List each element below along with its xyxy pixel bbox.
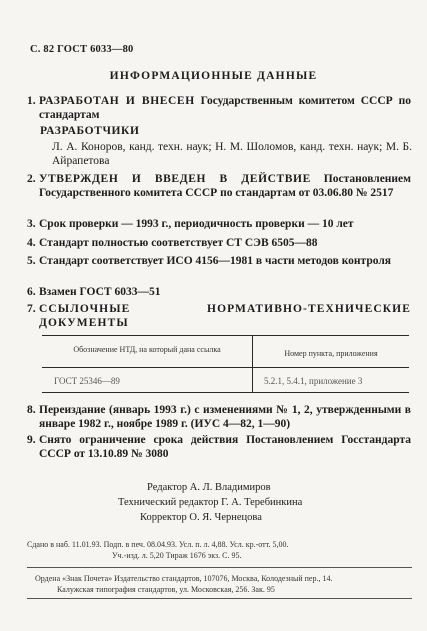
table-cell: ГОСТ 25346—89 (54, 376, 120, 386)
imprint-line: Сдано в наб. 11.01.93. Подп. в печ. 08.04.93. Усл. п. л. 4,88. Усл. кр.-отт. 5,00. (27, 540, 289, 549)
publisher-line: Ордена «Знак Почета» Издательство стандартов, 107076, Москва, Колодезный пер., 14. (35, 574, 333, 583)
imprint-rule (27, 567, 412, 568)
section-title: ИНФОРМАЦИОННЫЕ ДАННЫЕ (109, 70, 318, 82)
table-divider (252, 336, 253, 392)
item-number: 3. (27, 218, 36, 230)
item-number: 4. (27, 237, 36, 249)
editor-credit: Редактор А. Л. Владимиров (147, 482, 271, 493)
list-item-5 (27, 254, 411, 268)
item-text: Постановлением Государственного комитета СССР по стандартам от 03.06.80 № 2517 (39, 173, 411, 199)
item-text: ССЫЛОЧНЫЕ НОРМАТИВНО-ТЕХНИЧЕСКИЕ ДОКУМЕНТЫ (39, 303, 411, 329)
list-item-8 (27, 403, 411, 431)
imprint-rule (27, 598, 412, 599)
item-text: Государственным комитетом СССР по стандартам (39, 95, 411, 121)
item-text: Стандарт соответствует ИСО 4156—1981 в части методов контроля (39, 255, 392, 267)
list-item-6 (27, 285, 411, 299)
item-number: 5. (27, 255, 36, 267)
running-head: С. 82 ГОСТ 6033—80 (30, 44, 134, 55)
item-number: 2. (27, 173, 36, 185)
table-divider (42, 367, 409, 368)
item-lead: УТВЕРЖДЕН И ВВЕДЕН В ДЕЙСТВИЕ (39, 173, 311, 185)
item-text: Срок проверки — 1993 г., периодичность проверки — 10 лет (39, 218, 354, 230)
list-item-4 (27, 236, 411, 250)
developers-heading: РАЗРАБОТЧИКИ (40, 125, 140, 137)
item-text: Стандарт полностью соответствует СТ СЭВ 6505—88 (39, 237, 318, 249)
item-number: 8. (27, 404, 36, 416)
item-lead: РАЗРАБОТАН И ВНЕСЕН (39, 95, 195, 107)
list-item-3 (27, 217, 411, 231)
list-item-7 (27, 302, 411, 330)
item-number: 6. (27, 286, 36, 298)
reference-table (42, 335, 409, 393)
tech-editor-credit: Технический редактор Г. А. Теребинкина (118, 497, 303, 508)
imprint-line: Уч.-изд. л. 5,20 Тираж 1676 экз. С. 95. (112, 551, 242, 560)
item-number: 9. (27, 434, 36, 446)
table-header-cell: Номер пункта, приложения (284, 349, 378, 358)
developers-list: Л. А. Коноров, канд. техн. наук; Н. М. Шоломов, канд. техн. наук; М. Б. Айрапетова (52, 141, 412, 167)
item-text: Снято ограничение срока действия Постановлением Госстандарта СССР от 13.10.89 № 3080 (39, 434, 411, 460)
item-text: Переиздание (январь 1993 г.) с изменениями № 1, 2, утвержденными в январе 1982 г., ноябре 1989 г. (ИУС 4—82, 1—90) (39, 404, 411, 430)
list-item-9 (27, 433, 411, 461)
list-item-2 (27, 172, 411, 200)
item-text: Взамен ГОСТ 6033—51 (39, 286, 161, 298)
list-item-1 (27, 94, 411, 122)
table-cell: 5.2.1, 5.4.1, приложение 3 (264, 376, 363, 386)
table-header-cell: Обозначение НТД, на который дана ссылка (73, 345, 221, 354)
printer-line: Калужская типография стандартов, ул. Московская, 256. Зак. 95 (57, 585, 275, 594)
corrector-credit: Корректор О. Я. Чернецова (140, 512, 262, 523)
item-number: 7. (27, 303, 36, 315)
item-number: 1. (27, 95, 36, 107)
